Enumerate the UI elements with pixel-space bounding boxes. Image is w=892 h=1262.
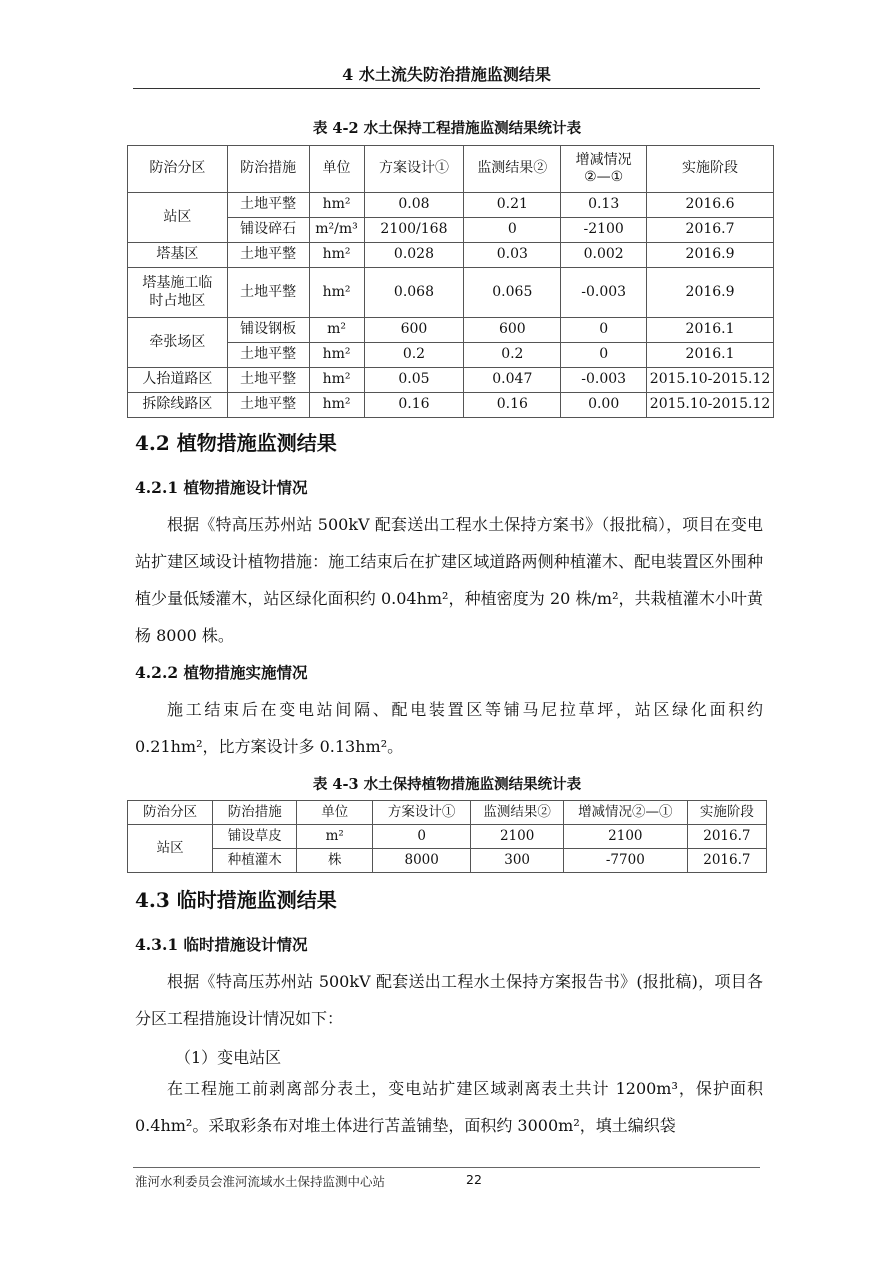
table-row: [128, 393, 774, 418]
paragraph-text: 根据《特高压苏州站 500kV 配套送出工程水土保持方案书》（报批稿），项目在变电站扩建区域设计植物措施：施工结束后在扩建区域道路两侧种植灌木、配电装置区外围种植少量低矮灌木，站区绿化面积约 0.04hm²，种植密度为 20 株/m²，共栽植灌木小叶黄杨 8000 株。: [135, 515, 763, 645]
footer-organization: 淮河水利委员会淮河流域水土保持监测中心站: [135, 1174, 386, 1189]
table-cell: 0.16: [364, 393, 464, 418]
table-cell: 塔基区: [128, 243, 228, 268]
table2-header-cell: 增减情况②—①: [563, 801, 687, 825]
table-row: [128, 243, 774, 268]
table2-header-cell: 防治分区: [128, 801, 213, 825]
table-cell: 2016.7: [687, 825, 766, 849]
table-cell: 0.21: [464, 193, 561, 218]
table2-header-cell: 方案设计①: [372, 801, 470, 825]
table-cell: 铺设钢板: [227, 318, 309, 343]
table-row: [128, 268, 774, 318]
table1-header-cell: 单位: [309, 146, 364, 193]
list-item-substation: （1）变电站区: [175, 1048, 282, 1067]
table-cell: 0: [561, 318, 647, 343]
table-cell: hm²: [309, 393, 364, 418]
vegetation-measures-table: [127, 800, 767, 873]
table-cell: m²: [309, 318, 364, 343]
table-cell: hm²: [309, 343, 364, 368]
table-cell: 2016.9: [647, 243, 774, 268]
table-cell: 0: [372, 825, 470, 849]
table-row: [128, 193, 774, 218]
table-cell: 0.03: [464, 243, 561, 268]
table-cell: 铺设碎石: [227, 218, 309, 243]
table-cell: 0.13: [561, 193, 647, 218]
section-4-2-1-title: 4.2.1 植物措施设计情况: [135, 478, 308, 497]
table-cell: 0.002: [561, 243, 647, 268]
table2-header-cell: 单位: [297, 801, 373, 825]
page-number: 22: [466, 1172, 482, 1187]
table-cell: 土地平整: [227, 393, 309, 418]
table-cell: -0.003: [561, 268, 647, 318]
table1-header-cell: 监测结果②: [464, 146, 561, 193]
table-cell: 2016.1: [647, 343, 774, 368]
table-cell: 600: [364, 318, 464, 343]
table-cell: 0.2: [364, 343, 464, 368]
section-4-2-2-title: 4.2.2 植物措施实施情况: [135, 663, 308, 682]
table-cell: hm²: [309, 243, 364, 268]
table-cell: 0.2: [464, 343, 561, 368]
section-4-2-1-paragraph: [135, 506, 763, 654]
table-cell: 300: [471, 849, 564, 873]
section-4-3-title: 4.3 临时措施监测结果: [135, 888, 337, 912]
table-cell: 2100: [471, 825, 564, 849]
table-cell: 拆除线路区: [128, 393, 228, 418]
table1-header-cell: 防治分区: [128, 146, 228, 193]
table-cell: m²: [297, 825, 373, 849]
table1-header-cell: 实施阶段: [647, 146, 774, 193]
table2-header-cell: 实施阶段: [687, 801, 766, 825]
table-cell: 0.05: [364, 368, 464, 393]
table-cell: 种植灌木: [213, 849, 297, 873]
table2-caption: 表 4-3 水土保持植物措施监测结果统计表: [312, 776, 582, 793]
table-cell: m²/m³: [309, 218, 364, 243]
table-cell: -7700: [563, 849, 687, 873]
section-4-3-1-paragraph: [135, 963, 763, 1037]
table-cell: 土地平整: [227, 193, 309, 218]
section-4-3-1-title: 4.3.1 临时措施设计情况: [135, 935, 308, 954]
section-4-3-1-paragraph-2: [135, 1070, 763, 1144]
table-row: [128, 849, 767, 873]
section-4-2-title: 4.2 植物措施监测结果: [135, 431, 337, 455]
table-cell: 2016.1: [647, 318, 774, 343]
table-cell: 0.00: [561, 393, 647, 418]
table2-header-cell: 监测结果②: [471, 801, 564, 825]
table-cell: 0.028: [364, 243, 464, 268]
table2-header-cell: 防治措施: [213, 801, 297, 825]
paragraph-text: 施工结束后在变电站间隔、配电装置区等铺马尼拉草坪，站区绿化面积约 0.21hm²，比方案设计多 0.13hm²。: [135, 700, 763, 756]
paragraph-text: 在工程施工前剥离部分表土，变电站扩建区域剥离表土共计 1200m³，保护面积 0.4hm²。采取彩条布对堆土体进行苫盖铺垫，面积约 3000m²，填土编织袋: [135, 1079, 763, 1135]
table-cell: hm²: [309, 368, 364, 393]
table-cell: 8000: [372, 849, 470, 873]
table-cell: 塔基施工临 时占地区: [128, 268, 228, 318]
table-cell: 土地平整: [227, 268, 309, 318]
table-cell: 2015.10-2015.12: [647, 368, 774, 393]
engineering-measures-table: [127, 145, 774, 418]
table-cell: 0.065: [464, 268, 561, 318]
table-cell: 0.047: [464, 368, 561, 393]
table-cell: 株: [297, 849, 373, 873]
table-row: [128, 318, 774, 343]
table-cell: 站区: [128, 825, 213, 873]
table-cell: 土地平整: [227, 243, 309, 268]
table-cell: 2100: [563, 825, 687, 849]
header-divider: [133, 88, 760, 89]
table-cell: -2100: [561, 218, 647, 243]
section-4-2-2-paragraph: [135, 691, 763, 765]
table-cell: 2015.10-2015.12: [647, 393, 774, 418]
table-cell: 2016.6: [647, 193, 774, 218]
table1-header-cell: 增减情况 ②—①: [561, 146, 647, 193]
table-cell: 0.16: [464, 393, 561, 418]
table-cell: 土地平整: [227, 343, 309, 368]
table-cell: 土地平整: [227, 368, 309, 393]
table-cell: 0: [464, 218, 561, 243]
paragraph-text: 根据《特高压苏州站 500kV 配套送出工程水土保持方案报告书》(报批稿)，项目各分区工程措施设计情况如下：: [135, 972, 763, 1028]
table-cell: 0: [561, 343, 647, 368]
table-cell: 600: [464, 318, 561, 343]
table-cell: 站区: [128, 193, 228, 243]
table-cell: hm²: [309, 268, 364, 318]
table-cell: hm²: [309, 193, 364, 218]
table-cell: 铺设草皮: [213, 825, 297, 849]
table1-header-cell: 方案设计①: [364, 146, 464, 193]
table-row: [128, 825, 767, 849]
table-cell: 牵张场区: [128, 318, 228, 368]
table-cell: 人抬道路区: [128, 368, 228, 393]
table1-caption: 表 4-2 水土保持工程措施监测结果统计表: [312, 120, 582, 137]
table-cell: 2100/168: [364, 218, 464, 243]
table-cell: -0.003: [561, 368, 647, 393]
table-cell: 2016.7: [687, 849, 766, 873]
table2-header-row: [128, 801, 767, 825]
footer-divider: [133, 1167, 760, 1168]
table-row: [128, 368, 774, 393]
page-header-title: 4 水土流失防治措施监测结果: [342, 65, 551, 84]
table-cell: 2016.7: [647, 218, 774, 243]
table-cell: 0.08: [364, 193, 464, 218]
table-cell: 2016.9: [647, 268, 774, 318]
table1-header-cell: 防治措施: [227, 146, 309, 193]
table1-header-row: [128, 146, 774, 193]
table-cell: 0.068: [364, 268, 464, 318]
